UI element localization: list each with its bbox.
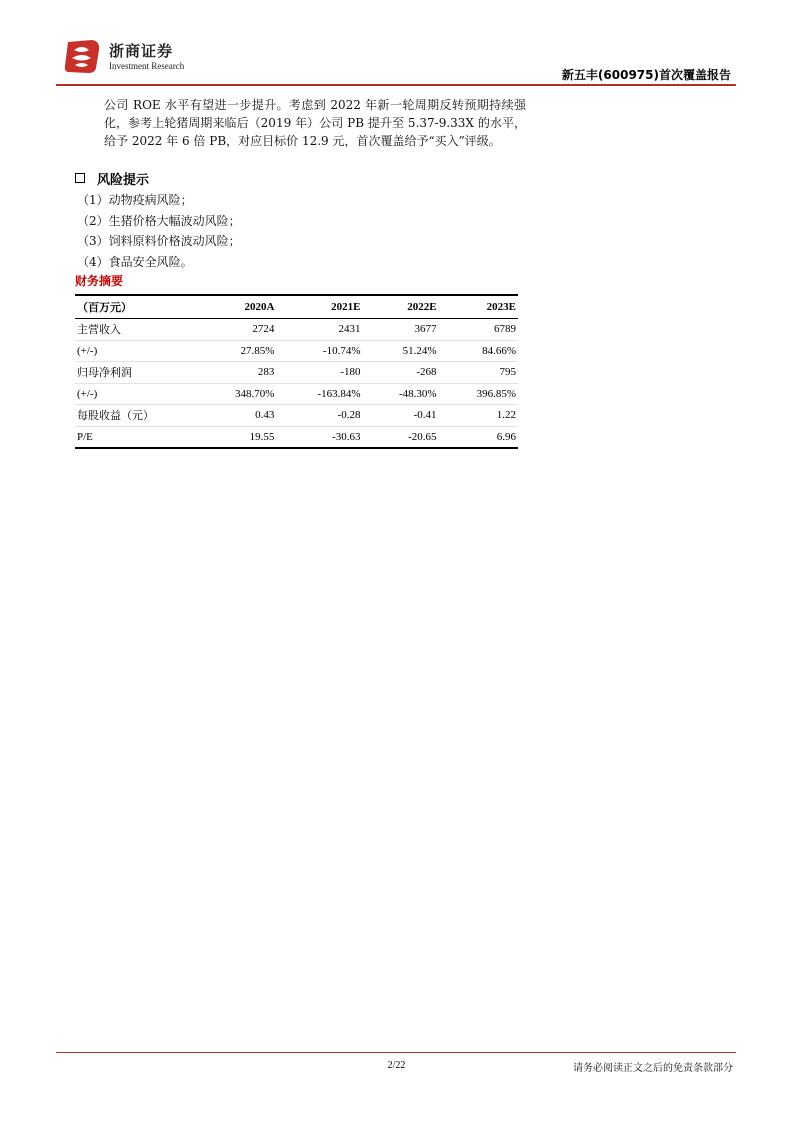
risk-list xyxy=(77,190,517,272)
table-row xyxy=(75,405,518,427)
risk-item: （3）饲料原料价格波动风险； xyxy=(77,234,241,248)
table-cell: -20.65 xyxy=(363,426,439,448)
table-cell: -163.84% xyxy=(276,383,362,405)
company-logo xyxy=(62,38,185,78)
column-header: 2021E xyxy=(276,295,362,319)
table-cell: 795 xyxy=(439,362,518,384)
intro-paragraph: 公司 ROE 水平有望进一步提升。考虑到 2022 年新一轮周期反转预期持续强化，参考上轮猪周期来临后（2019 年）公司 PB 提升至 5.37-9.33X 的水平，给予 2022 年 6 倍 PB，对应目标价 12.9 元，首次覆盖给予“买入”评级。 xyxy=(104,98,526,148)
logo-emblem-icon xyxy=(62,38,102,74)
financial-summary-title: 财务摘要 xyxy=(75,274,124,288)
table-cell: 19.55 xyxy=(197,426,276,448)
row-label: P/E xyxy=(75,426,197,448)
column-header: （百万元） xyxy=(75,295,197,319)
table-cell: 6789 xyxy=(439,319,518,341)
table-cell: -180 xyxy=(276,362,362,384)
risk-section-heading xyxy=(75,169,149,188)
table-cell: 396.85% xyxy=(439,383,518,405)
table-cell: -30.63 xyxy=(276,426,362,448)
table-cell: 1.22 xyxy=(439,405,518,427)
row-label: 归母净利润 xyxy=(75,362,197,384)
risk-item: （4）食品安全风险。 xyxy=(77,254,193,269)
report-title: 新五丰(600975)首次覆盖报告 xyxy=(561,68,731,82)
header-divider xyxy=(56,84,736,86)
table-cell: 51.24% xyxy=(363,340,439,362)
table-cell: -268 xyxy=(363,362,439,384)
risk-section-title: 风险提示 xyxy=(97,173,150,188)
risk-item: （1）动物疫病风险； xyxy=(77,193,193,207)
row-label: (+/-) xyxy=(75,383,197,405)
table-row xyxy=(75,319,518,341)
row-label: 每股收益（元） xyxy=(75,405,197,427)
table-cell: 6.96 xyxy=(439,426,518,448)
table-cell: 3677 xyxy=(363,319,439,341)
row-label: 主营收入 xyxy=(75,319,197,341)
footer-divider xyxy=(56,1052,736,1053)
financial-summary-table xyxy=(75,294,518,449)
logo-text-en: Investment Research xyxy=(109,61,185,71)
table-row xyxy=(75,340,518,362)
page-number: 2/22 xyxy=(387,1060,406,1071)
checkbox-bullet-icon xyxy=(75,173,85,183)
table-cell: -48.30% xyxy=(363,383,439,405)
table-cell: -0.28 xyxy=(276,405,362,427)
table-cell: 2431 xyxy=(276,319,362,341)
table-cell: 27.85% xyxy=(197,340,276,362)
table-cell: 283 xyxy=(197,362,276,384)
table-cell: -10.74% xyxy=(276,340,362,362)
risk-item: （2）生猪价格大幅波动风险； xyxy=(77,213,241,228)
table-header-row xyxy=(75,295,518,319)
row-label: (+/-) xyxy=(75,340,197,362)
table-row xyxy=(75,383,518,405)
table-cell: 2724 xyxy=(197,319,276,341)
table-cell: 348.70% xyxy=(197,383,276,405)
table-cell: 0.43 xyxy=(197,405,276,427)
disclaimer-note: 请务必阅读正文之后的免责条款部分 xyxy=(573,1063,733,1074)
table-cell: -0.41 xyxy=(363,405,439,427)
table-row xyxy=(75,362,518,384)
column-header: 2020A xyxy=(197,295,276,319)
logo-text-cn: 浙商证券 xyxy=(109,42,174,60)
column-header: 2022E xyxy=(363,295,439,319)
column-header: 2023E xyxy=(439,295,518,319)
table-cell: 84.66% xyxy=(439,340,518,362)
table-row xyxy=(75,426,518,448)
